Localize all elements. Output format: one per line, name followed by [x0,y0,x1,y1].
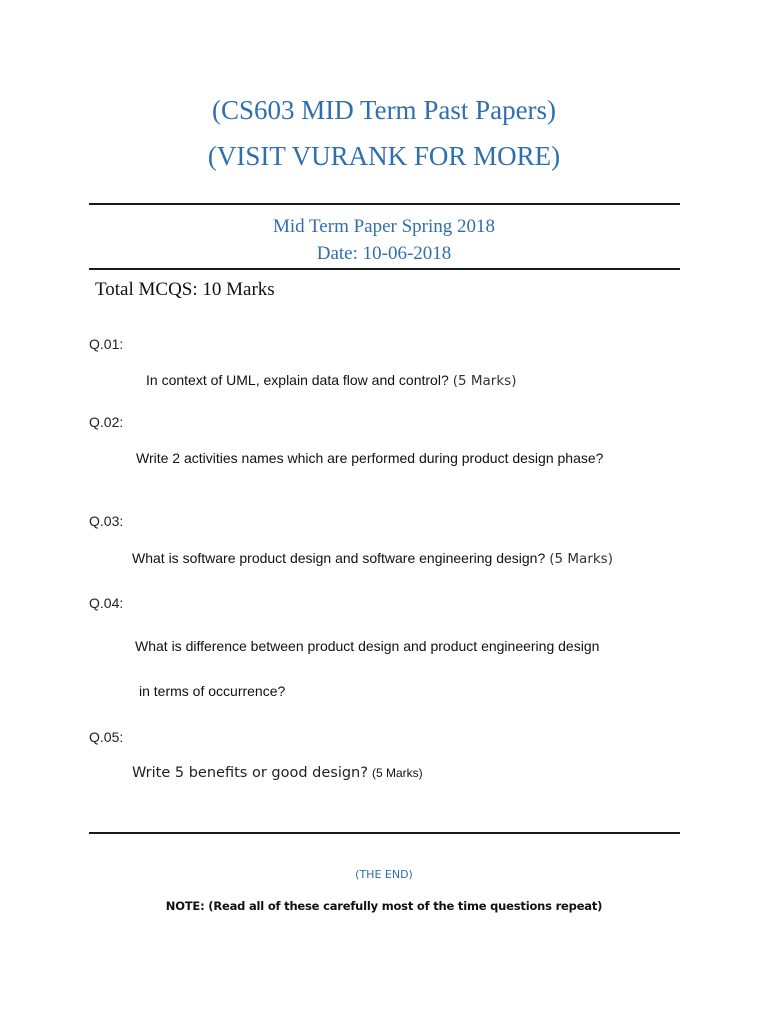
question-number: Q.03: [89,513,124,529]
question-text: Write 5 benefits or good design? [132,765,368,781]
question-5 [132,764,423,782]
the-end-label: (THE END) [355,868,413,881]
question-3 [132,550,613,568]
question-marks: (5 Marks) [452,373,517,389]
question-marks: (5 Marks) [371,766,423,780]
question-number: Q.01: [89,336,124,352]
question-text: What is software product design and software engineering design? [132,550,546,566]
paper-date: Date: 10-06-2018 [316,243,452,264]
question-text: In context of UML, explain data flow and control? [146,372,449,388]
question-number: Q.04: [89,595,124,611]
document-title: (CS603 MID Term Past Papers) [211,95,557,125]
question-marks: (5 Marks) [549,551,613,567]
question-1 [146,372,516,390]
question-text-continued: in terms of occurrence? [139,683,286,699]
header-divider [89,268,680,270]
question-text: What is difference between product design and product engineering design [135,638,600,654]
document-subtitle: (VISIT VURANK FOR MORE) [207,141,561,171]
total-mcqs: Total MCQS: 10 Marks [95,279,275,300]
bottom-divider [89,832,680,834]
footer-note: NOTE: (Read all of these carefully most of the time questions repeat) [165,899,603,913]
question-text: Write 2 activities names which are performed during product design phase? [136,450,604,466]
question-number: Q.05: [89,729,124,745]
paper-name: Mid Term Paper Spring 2018 [272,216,496,237]
top-divider [89,203,680,205]
question-number: Q.02: [89,414,124,430]
